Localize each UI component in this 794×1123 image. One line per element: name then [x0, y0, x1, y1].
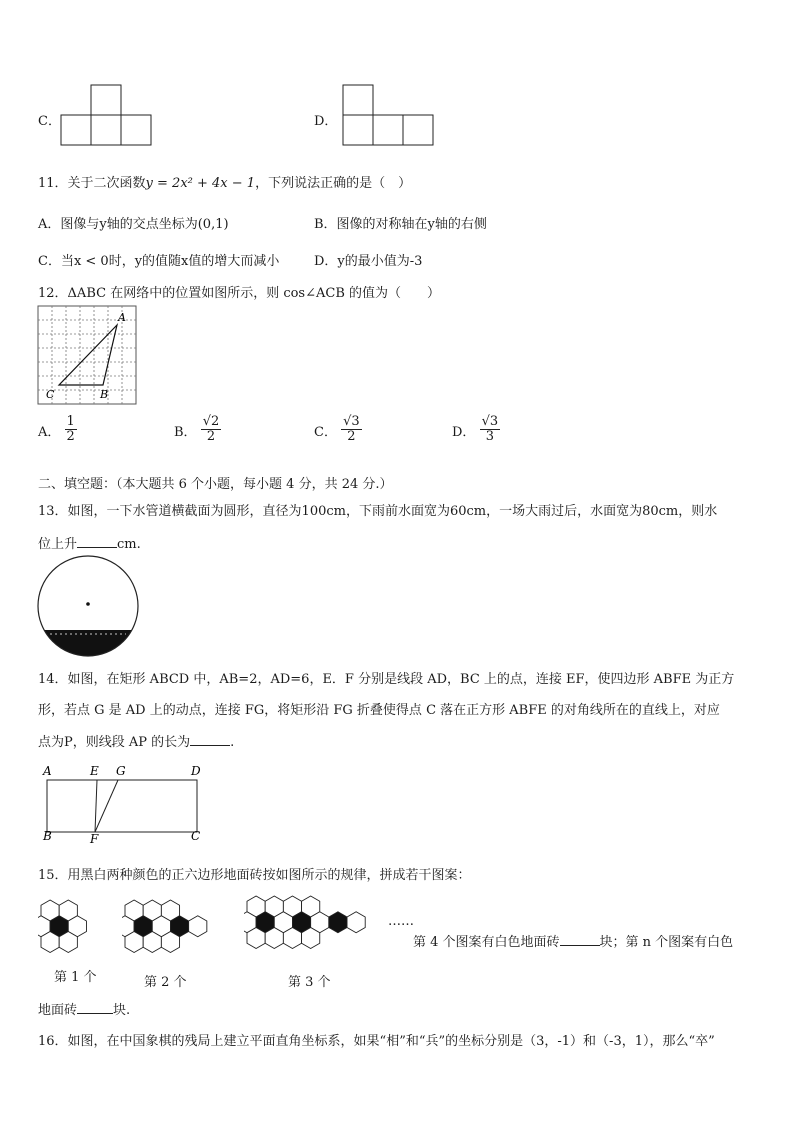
white-hexagon-tile — [189, 916, 207, 937]
q15-caption-2: 第 2 个 — [144, 975, 187, 990]
q10-option-d-label: D． — [314, 114, 338, 129]
q13-line2-suffix: cm. — [117, 537, 141, 552]
q13-center-dot — [86, 602, 90, 606]
q14-rectangle-abcd — [47, 780, 197, 832]
q14-line3-prefix: 点为P，则线段 AP 的长为 — [38, 735, 191, 750]
q12-option-a — [38, 414, 77, 444]
black-hexagon-tile — [329, 912, 347, 933]
q15-pattern-1 — [38, 898, 104, 956]
q13-line2-prefix: 位上升 — [38, 537, 78, 552]
q15-pattern-2 — [122, 898, 226, 956]
q12-option-b — [174, 414, 221, 444]
q14-line2: 形，若点 G 是 AD 上的动点，连接 FG，将矩形沿 FG 折叠使得点 C 落在正方形 ABFE 的对角线所在的直线上，对应 — [38, 703, 720, 718]
q14-label-g: G — [116, 764, 126, 778]
q13-pipe-figure — [36, 554, 140, 658]
q12-option-c — [314, 414, 362, 444]
q12-option-b-letter: B． — [174, 425, 197, 440]
q14-line3 — [38, 731, 234, 750]
q12-label-a: A — [118, 311, 126, 324]
q15-answer-blank-1[interactable] — [560, 933, 600, 946]
q12-option-b-fraction: $\frac{√2}{2}$ — [202, 414, 220, 444]
q13-line2 — [38, 533, 141, 552]
q15-line2-suffix: 块. — [113, 1003, 131, 1018]
q12-option-a-fraction: $\frac{1}{2}$ — [66, 414, 75, 444]
q12-option-d-fraction: $\frac{√3}{3}$ — [481, 414, 499, 444]
q14-line3-suffix: . — [230, 735, 235, 750]
q11-option-c: C．当x < 0时，y的值随x值的增大而减小 — [38, 254, 280, 269]
q15-answer-blank-2[interactable] — [77, 1001, 113, 1014]
q10-option-c-figure — [60, 84, 154, 146]
q11-option-b: B．图像的对称轴在y轴的右侧 — [314, 217, 487, 232]
q15-text-a: 第 4 个图案有白色地面砖 — [413, 935, 560, 950]
q15-pattern-3 — [244, 894, 384, 952]
q11-option-d: D．y的最小值为-3 — [314, 254, 423, 269]
q11-stem-suffix: ，下列说法正确的是（ ） — [255, 176, 412, 191]
q13-line1: 13．如图，一下水管道横截面为圆形，直径为100cm，下雨前水面宽为60cm，一场大雨过后，水面宽为80cm，则水 — [38, 504, 718, 519]
q15-caption-3: 第 3 个 — [288, 975, 331, 990]
q15-line2 — [38, 999, 130, 1018]
q11-stem — [38, 172, 411, 191]
q14-segment-ef — [95, 780, 97, 832]
q13-answer-blank[interactable] — [77, 535, 117, 548]
q15-line2-prefix: 地面砖 — [38, 1003, 78, 1018]
q11-stem-prefix: 11．关于二次函数 — [38, 176, 146, 191]
q12-label-b: B — [100, 388, 109, 401]
q12-option-a-letter: A． — [38, 425, 61, 440]
q14-label-f: F — [90, 832, 99, 844]
q15-caption-1: 第 1 个 — [54, 970, 97, 985]
q15-ellipsis: …… — [388, 914, 414, 929]
q16-stem: 16．如图，在中国象棋的残局上建立平面直角坐标系，如果“相”和“兵”的坐标分别是（3，-1）和（-3，1），那么“卒” — [38, 1034, 715, 1049]
q14-label-c: C — [191, 829, 201, 843]
q14-rectangle-figure — [40, 762, 210, 844]
q14-label-a: A — [43, 764, 52, 778]
q14-line1: 14．如图，在矩形 ABCD 中，AB=2，AD=6，E．F 分别是线段 AD，BC 上的点，连接 EF，使四边形 ABFE 为正方 — [38, 672, 735, 687]
q10-option-d-figure — [342, 84, 436, 146]
q11-option-a: A．图像与y轴的交点坐标为(0,1) — [38, 217, 229, 232]
q15-text-b: 块；第 n 个图案有白色 — [599, 935, 734, 950]
q12-option-d — [452, 414, 500, 444]
section-heading: 二、填空题：（本大题共 6 个小题，每小题 4 分，共 24 分.） — [38, 477, 393, 492]
q14-label-b: B — [43, 829, 52, 843]
q10-option-c-label: C． — [38, 114, 61, 129]
q11-formula: y = 2x² + 4x − 1 — [145, 176, 256, 191]
q15-stem: 15．用黑白两种颜色的正六边形地面砖按如图所示的规律，拼成若干图案： — [38, 868, 471, 883]
q12-label-c: C — [46, 388, 55, 401]
q12-grid-figure — [36, 304, 140, 408]
q12-option-c-fraction: $\frac{√3}{2}$ — [343, 414, 360, 444]
white-hexagon-tile — [347, 912, 365, 933]
q12-stem: 12．ΔABC 在网络中的位置如图所示，则 cos∠ACB 的值为（ ） — [38, 286, 441, 301]
q14-segment-fg — [95, 780, 118, 832]
q12-option-c-letter: C． — [314, 425, 337, 440]
q14-label-e: E — [90, 764, 99, 778]
q14-answer-blank[interactable] — [190, 733, 230, 746]
q12-option-d-letter: D． — [452, 425, 476, 440]
q15-text-line1 — [413, 931, 733, 950]
q14-label-d: D — [191, 764, 201, 778]
